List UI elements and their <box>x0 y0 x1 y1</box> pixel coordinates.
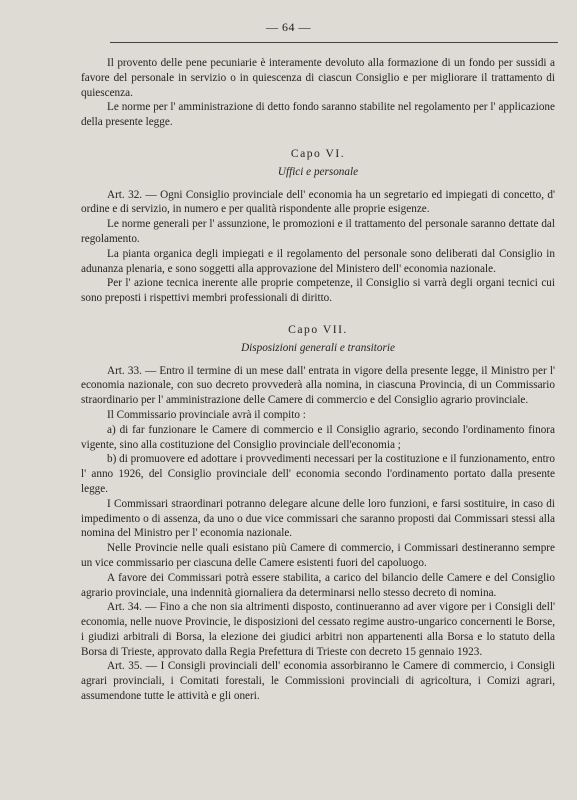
chapter-title: Capo VI. <box>290 146 346 160</box>
list-item: b) di promuovere ed adottare i provvedimenti necessari per la costituzione e il funzionamento, entro l' anno 1926, del Consiglio provinciale dell' economia secondo l'ordinamento portato dalla presente legge. <box>81 453 555 495</box>
section-uffici-personale <box>81 188 555 306</box>
paragraph: Le norme generali per l' assunzione, le promozioni e il trattamento del personale saranno dettate dal regolamento. <box>81 218 555 245</box>
paragraph: Le norme per l' amministrazione di detto fondo saranno stabilite nel regolamento per l' applicazione della presente legge. <box>81 101 555 129</box>
header-rule <box>110 42 558 43</box>
paragraph: I Commissari straordinari potranno delegare alcune delle loro funzioni, e farsi sostituire, in caso di impedimento o di assenza, da uno o due vice commissari che saranno proposti dai Commissari stessi alla nomina del Ministro per l' economia nazionale. <box>81 497 555 540</box>
paragraph: Il provento delle pene pecuniarie è interamente devoluto alla formazione di un fondo per sussidi a favore del personale in servizio o in quiescenza di ciascun Consiglio e per migliorare il trattamento di quiescenza. <box>81 57 555 99</box>
section-fund <box>81 56 555 130</box>
article-paragraph: Art. 35. — I Consigli provinciali dell' economia assorbiranno le Camere di commercio, i Consigli agrari provinciali, i Comitati forestali, le Commissioni provinciali di agricoltura, i Comizi agrari, assumendone tutte le attività e gli oneri. <box>81 660 555 703</box>
list-item: a) di far funzionare le Camere di commercio e il Consiglio agrario, secondo l'ordinamento finora vigente, sino alla costituzione del Consiglio provinciale dell'economia ; <box>81 423 555 451</box>
page-number: — 64 — <box>266 20 311 34</box>
chapter-subtitle: Uffici e personale <box>277 165 359 178</box>
section-disposizioni <box>81 364 555 704</box>
paragraph: A favore dei Commissari potrà essere stabilita, a carico del bilancio delle Camere e del Consiglio agrario provinciale, una indennità giornaliera da determinarsi nello stesso decreto di nomina. <box>81 571 555 599</box>
paragraph: Per l' azione tecnica inerente alle proprie competenze, il Consiglio si varrà degli organi tecnici cui sono preposti i rispettivi membri professionali di diritto. <box>81 277 555 305</box>
article-paragraph: Art. 34. — Fino a che non sia altrimenti disposto, continueranno ad aver vigore per i Consigli dell' economia, nelle nuove Provincie, le disposizioni del cessato regime austro-ungarico concernenti le Borse, i giudizi arbitrali di Borsa, la elezione dei giudici arbitri non appartenenti alla Borsa e lo statuto della Borsa di Trieste, approvato dalla Regia Prefettura di Trieste con decreto 15 gennaio 1923. <box>81 601 555 658</box>
article-paragraph: Art. 33. — Entro il termine di un mese dall' entrata in vigore della presente legge, il Ministro per l' economia nazionale, con suo decreto provvederà alla nomina, in ciascuna Provincia, di un Commissario straordinario per l' amministrazione delle Camere di commercio e del Consiglio agrario provinciale. <box>81 364 555 407</box>
chapter-title: Capo VII. <box>288 322 348 336</box>
page-content <box>81 56 555 704</box>
chapter-subtitle: Disposizioni generali e transitorie <box>241 341 395 354</box>
paragraph: Il Commissario provinciale avrà il compito : <box>107 408 306 421</box>
article-paragraph: Art. 32. — Ogni Consiglio provinciale dell' economia ha un segretario ed impiegati di concetto, d' ordine e di servizio, in numero e per qualità rispondente alle proprie esigenze. <box>81 188 555 216</box>
paragraph: Nelle Provincie nelle quali esistano più Camere di commercio, i Commissari destineranno sempre un vice commissario per ciascuna delle Camere esistenti fuori del capoluogo. <box>81 542 555 569</box>
paragraph: La pianta organica degli impiegati e il regolamento del personale sono deliberati dal Consiglio in adunanza plenaria, e sono soggetti alla approvazione del Ministero dell' economia nazionale. <box>81 247 555 275</box>
